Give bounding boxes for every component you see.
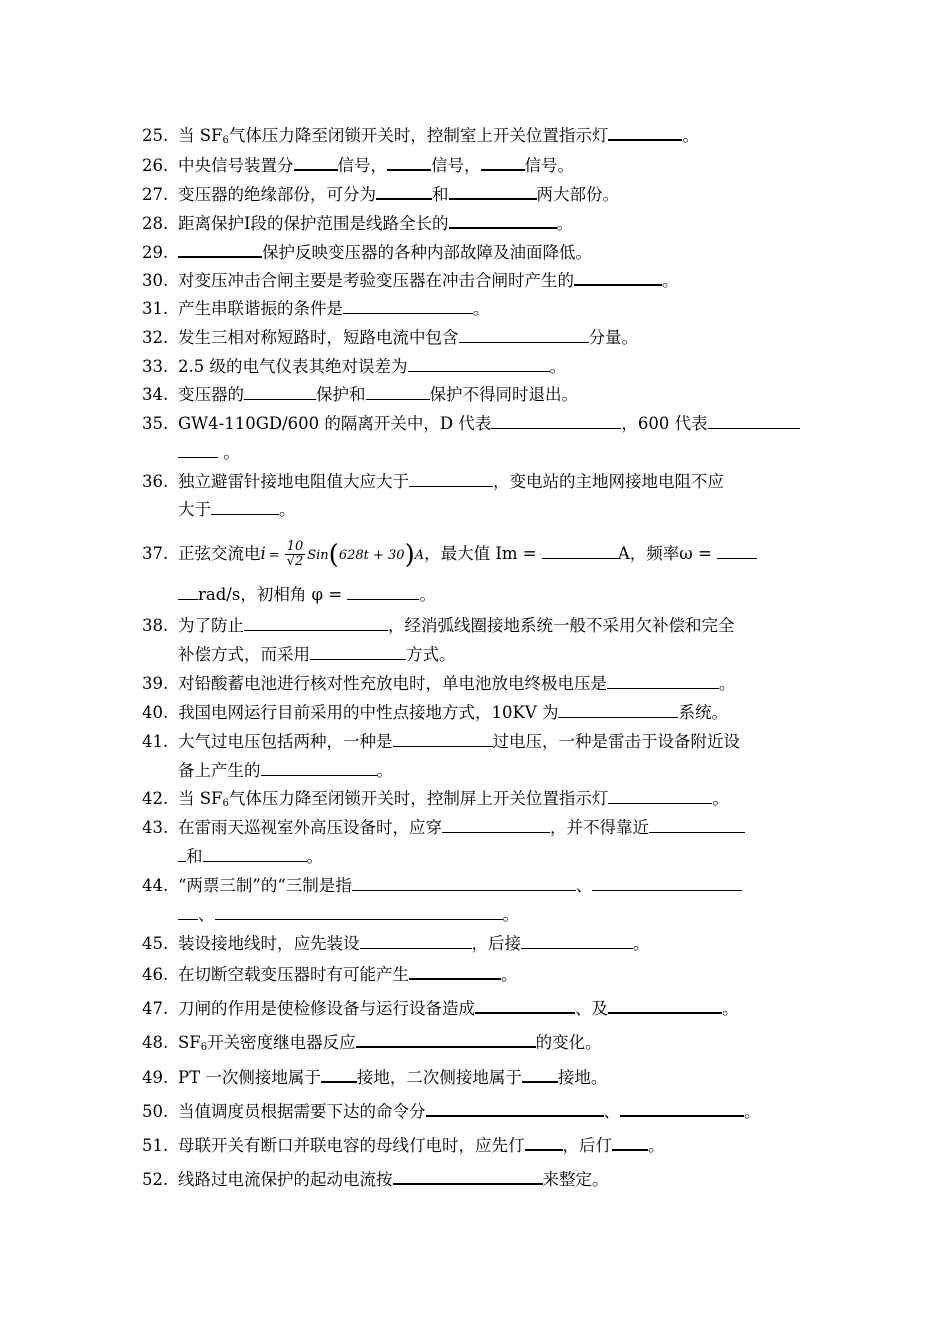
question-number: 45.	[142, 934, 169, 953]
question-text: 。	[502, 905, 519, 924]
fraction-numerator: 10	[286, 539, 304, 554]
question-text: 。	[682, 126, 699, 145]
answer-blank[interactable]	[376, 182, 432, 200]
question-text: 。	[306, 847, 323, 866]
question-30	[142, 268, 822, 291]
question-text: 产生串联谐振的条件是	[178, 299, 343, 318]
answer-blank[interactable]	[426, 1099, 604, 1117]
question-38	[142, 614, 822, 636]
question-number: 50.	[142, 1102, 169, 1121]
question-43-continued	[178, 845, 858, 867]
question-43	[142, 816, 822, 838]
question-text: rad/s，初相角 φ =	[198, 585, 348, 604]
answer-blank[interactable]	[178, 441, 218, 458]
question-50	[142, 1099, 822, 1122]
answer-blank[interactable]	[449, 182, 537, 200]
question-text: 2.5 级的电气仪表其绝对误差为	[178, 357, 408, 376]
question-text: 接地。	[557, 1068, 608, 1087]
question-27	[142, 182, 822, 205]
question-text: 、及	[575, 999, 608, 1018]
question-number: 38.	[142, 616, 169, 635]
question-text: 正弦交流电	[178, 544, 261, 563]
question-text: 。	[419, 585, 436, 604]
question-text: 两大部份。	[536, 185, 619, 204]
answer-blank[interactable]	[558, 701, 678, 718]
question-49	[142, 1065, 822, 1088]
question-25	[142, 123, 822, 151]
answer-blank[interactable]	[387, 153, 431, 171]
subscript: 6	[200, 1042, 208, 1053]
question-text: 保护不得同时退出。	[429, 385, 578, 404]
answer-blank[interactable]	[574, 268, 662, 286]
question-text: 在切断空载变压器时有可能产生	[178, 965, 409, 984]
question-28	[142, 211, 822, 234]
answer-blank[interactable]	[294, 153, 338, 171]
question-text: 刀闸的作用是使检修设备与运行设备造成	[178, 999, 475, 1018]
question-text: 备上产生的	[178, 761, 261, 780]
question-text: 变压器的	[178, 385, 244, 404]
answer-blank[interactable]	[215, 903, 503, 920]
question-text: 保护反映变压器的各种内部故障及油面降低。	[262, 243, 592, 262]
question-text: 。	[648, 1136, 665, 1155]
question-text: 当 SF	[178, 126, 223, 145]
question-text: 。	[501, 965, 518, 984]
question-number: 25.	[142, 126, 169, 145]
answer-blank[interactable]	[408, 355, 550, 372]
answer-blank[interactable]	[393, 730, 493, 747]
question-47	[142, 996, 822, 1019]
close-paren: )	[404, 540, 415, 570]
question-text: 在雷雨天巡视室外高压设备时，应穿	[178, 818, 442, 837]
question-51	[142, 1133, 822, 1156]
question-number: 32.	[142, 328, 169, 347]
question-number: 39.	[142, 674, 169, 693]
question-text: ，后仃	[562, 1136, 612, 1155]
answer-blank[interactable]	[620, 1099, 744, 1117]
question-46	[142, 962, 822, 985]
answer-blank[interactable]	[393, 1167, 543, 1185]
question-38-continued	[178, 643, 858, 665]
answer-blank[interactable]	[475, 996, 575, 1014]
fraction-denominator: √2	[286, 554, 304, 569]
formula-argument: 628t + 30	[338, 548, 405, 563]
answer-blank[interactable]	[608, 787, 712, 804]
question-text: 。	[218, 443, 240, 462]
answer-blank[interactable]	[612, 1133, 648, 1151]
question-text: 开关密度继电器反应	[207, 1033, 356, 1052]
question-number: 37.	[142, 544, 169, 563]
question-text: SF	[178, 1033, 201, 1052]
question-text: 独立避雷针接地电阻值大应大于	[178, 472, 409, 491]
question-text: ，并不得靠近	[550, 818, 649, 837]
question-text: ，600 代表	[621, 414, 708, 433]
question-number: 43.	[142, 818, 169, 837]
question-number: 47.	[142, 999, 169, 1018]
question-number: 41.	[142, 732, 169, 751]
formula-variable: i	[260, 544, 266, 563]
answer-blank[interactable]	[356, 1030, 536, 1048]
answer-blank[interactable]	[178, 240, 262, 258]
question-number: 46.	[142, 965, 169, 984]
question-34	[142, 383, 822, 405]
question-36-continued	[178, 498, 858, 520]
question-text: 对变压冲击合闸主要是考验变压器在冲击合闸时产生的	[178, 271, 574, 290]
question-number: 34.	[142, 385, 169, 404]
question-text: 对铅酸蓄电池进行核对性充放电时，单电池放电终极电压是	[178, 674, 607, 693]
answer-blank[interactable]	[321, 1065, 357, 1083]
question-number: 29.	[142, 243, 169, 262]
question-text: 。	[279, 500, 296, 519]
question-52	[142, 1167, 822, 1190]
answer-blank[interactable]	[211, 498, 279, 515]
question-48	[142, 1030, 822, 1058]
question-number: 26.	[142, 156, 169, 175]
answer-blank[interactable]	[310, 643, 406, 660]
question-number: 27.	[142, 185, 169, 204]
question-text: 当 SF	[178, 789, 223, 808]
question-text: 接地，二次侧接地属于	[356, 1068, 522, 1087]
question-text: 和	[432, 185, 449, 204]
question-number: 28.	[142, 214, 169, 233]
question-number: 30.	[142, 271, 169, 290]
answer-blank[interactable]	[343, 297, 473, 314]
answer-blank[interactable]	[178, 583, 198, 600]
answer-blank[interactable]	[521, 932, 633, 949]
answer-blank[interactable]	[525, 1133, 563, 1151]
question-text: 和	[186, 847, 203, 866]
question-text: 气体压力降至闭锁开关时，控制屏上开关位置指示灯	[228, 789, 609, 808]
answer-blank[interactable]	[708, 412, 800, 429]
question-text: 为了防止	[178, 616, 244, 635]
question-35	[142, 412, 822, 434]
question-text: 。	[722, 999, 739, 1018]
formula-equals: =	[268, 548, 280, 563]
question-text: 。	[549, 357, 566, 376]
question-text: 气体压力降至闭锁开关时，控制室上开关位置指示灯	[228, 126, 609, 145]
question-number: 36.	[142, 472, 169, 491]
question-text: 过电压，一种是雷击于设备附近设	[492, 732, 740, 751]
formula-fraction	[285, 540, 306, 569]
question-number: 42.	[142, 789, 169, 808]
question-text: 。	[662, 271, 679, 290]
question-32	[142, 326, 822, 348]
answer-blank[interactable]	[178, 903, 198, 920]
question-45	[142, 932, 822, 954]
question-text: 距离保护Ⅰ段的保护范围是线路全长的	[178, 214, 449, 233]
answer-blank[interactable]	[244, 383, 316, 400]
question-number: 49.	[142, 1068, 169, 1087]
question-text: 母联开关有断口并联电容的母线仃电时，应先仃	[178, 1136, 525, 1155]
question-text: ，经消弧线圈接地系统一般不采用欠补偿和完全	[388, 616, 735, 635]
answer-blank[interactable]	[409, 962, 501, 980]
question-text: 。	[376, 761, 393, 780]
question-text: 分量。	[588, 328, 638, 347]
question-40	[142, 701, 822, 723]
question-37-continued	[178, 583, 858, 605]
question-39	[142, 672, 822, 694]
question-36	[142, 470, 822, 492]
question-number: 40.	[142, 703, 169, 722]
answer-blank[interactable]	[608, 996, 722, 1014]
question-text: 。	[712, 789, 729, 808]
question-text: 大于	[178, 500, 211, 519]
answer-blank[interactable]	[442, 816, 550, 833]
answer-blank[interactable]	[347, 583, 419, 600]
subscript: 6	[222, 798, 229, 809]
answer-blank[interactable]	[491, 412, 621, 429]
question-44-continued	[178, 903, 858, 925]
question-text: 中央信号装置分	[178, 156, 294, 175]
answer-blank[interactable]	[608, 123, 682, 141]
question-number: 33.	[142, 357, 169, 376]
answer-blank[interactable]	[607, 672, 719, 689]
question-text: “两票三制”的“三制是指	[178, 876, 352, 895]
answer-blank[interactable]	[481, 153, 525, 171]
question-text: 信号，	[431, 156, 481, 175]
question-text: ，变电站的主地网接地电阻不应	[493, 472, 724, 491]
answer-blank[interactable]	[459, 326, 589, 343]
answer-blank[interactable]	[592, 874, 742, 891]
answer-blank[interactable]	[203, 845, 307, 862]
question-text: 。	[633, 934, 650, 953]
question-text: 信号，	[337, 156, 387, 175]
question-text: 保护和	[316, 385, 366, 404]
subscript: 6	[222, 135, 229, 146]
answer-blank[interactable]	[244, 614, 388, 631]
question-text: 变压器的绝缘部份，可分为	[178, 185, 376, 204]
question-text: 的变化。	[535, 1033, 602, 1052]
question-41	[142, 730, 822, 752]
question-number: 51.	[142, 1136, 169, 1155]
answer-blank[interactable]	[360, 932, 472, 949]
answer-blank[interactable]	[178, 845, 186, 862]
question-29	[142, 240, 822, 263]
answer-blank[interactable]	[366, 383, 430, 400]
question-31	[142, 297, 822, 319]
question-text: 来整定。	[542, 1170, 609, 1189]
answer-blank[interactable]	[717, 542, 757, 559]
question-text: 信号。	[524, 156, 574, 175]
question-text: ，后接	[471, 934, 521, 953]
question-text: 补偿方式，而采用	[178, 645, 310, 664]
question-text: 大气过电压包括两种，一种是	[178, 732, 393, 751]
question-44	[142, 874, 822, 896]
question-text: 装设接地线时，应先装设	[178, 934, 360, 953]
answer-blank[interactable]	[649, 816, 745, 833]
question-42	[142, 787, 822, 814]
question-number: 44.	[142, 876, 169, 895]
question-text: A，频率ω =	[617, 544, 718, 563]
question-number: 31.	[142, 299, 169, 318]
answer-blank[interactable]	[522, 1065, 558, 1083]
question-text: 。	[473, 299, 490, 318]
question-text: 线路过电流保护的起动电流按	[178, 1170, 393, 1189]
question-text: 、	[575, 876, 593, 895]
question-text: 、	[603, 1102, 620, 1121]
question-26	[142, 153, 822, 176]
answer-blank[interactable]	[352, 874, 576, 891]
formula-unit: A	[414, 548, 425, 563]
question-number: 48.	[142, 1033, 169, 1052]
question-35-continued	[178, 441, 858, 463]
question-text: GW4-110GD/600 的隔离开关中，D 代表	[178, 414, 492, 433]
question-text: ，最大值 Im =	[424, 544, 542, 563]
answer-blank[interactable]	[449, 211, 557, 229]
question-text: PT 一次侧接地属于	[178, 1068, 321, 1087]
question-text: 。	[719, 674, 736, 693]
question-text: 。	[744, 1102, 761, 1121]
open-paren: (	[328, 540, 339, 570]
question-number: 35.	[142, 414, 169, 433]
answer-blank[interactable]	[261, 759, 377, 776]
question-text: 当值调度员根据需要下达的命令分	[178, 1102, 426, 1121]
question-text: 。	[556, 214, 574, 233]
question-number: 52.	[142, 1170, 169, 1189]
question-37	[142, 540, 822, 569]
answer-blank[interactable]	[542, 542, 618, 559]
question-text: 我国电网运行目前采用的中性点接地方式，10KV 为	[178, 703, 559, 722]
question-33	[142, 355, 822, 377]
formula-function: Sin	[307, 548, 329, 563]
question-text: 发生三相对称短路时，短路电流中包含	[178, 328, 459, 347]
question-text: 、	[198, 905, 215, 924]
question-text: 方式。	[406, 645, 456, 664]
answer-blank[interactable]	[409, 470, 493, 487]
question-text: 系统。	[678, 703, 728, 722]
question-41-continued	[178, 759, 858, 781]
